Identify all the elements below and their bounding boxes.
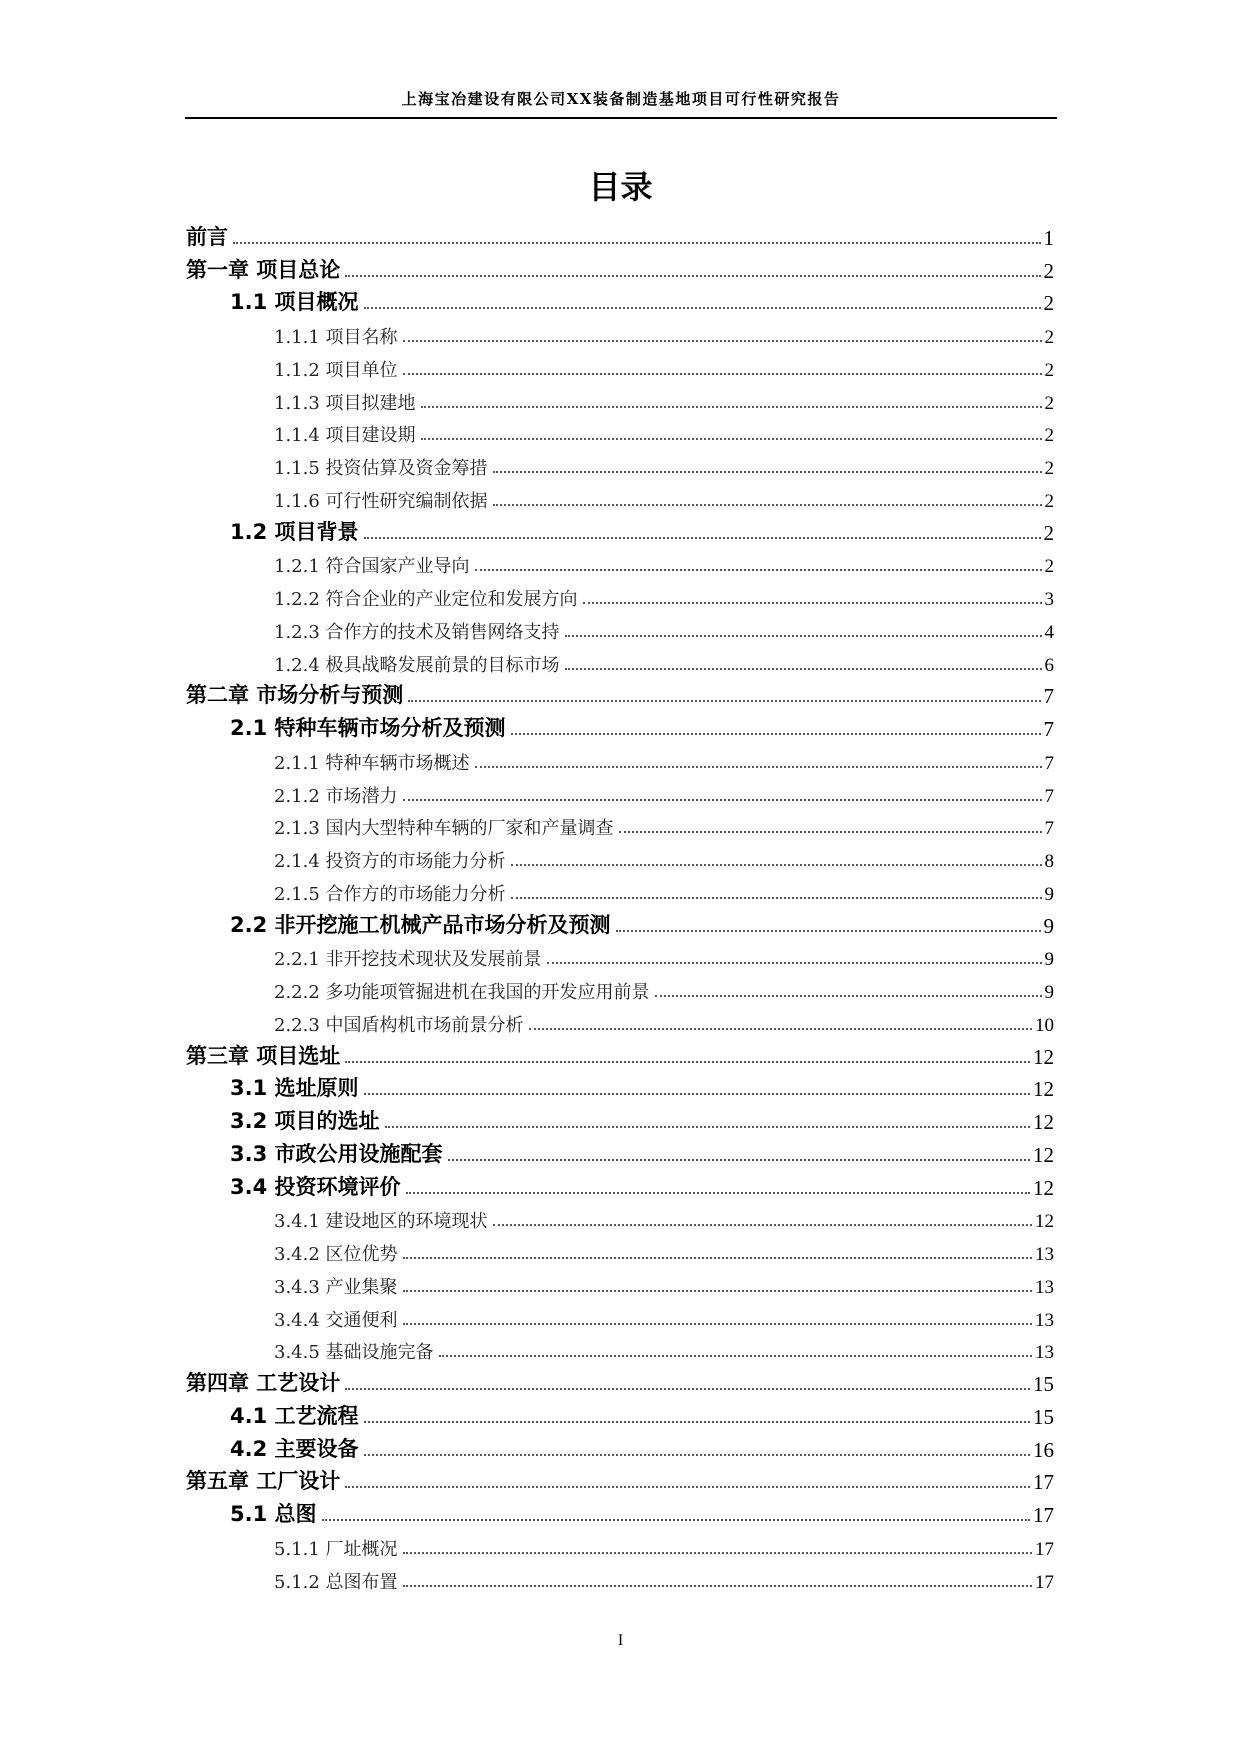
toc-entry-page: 7	[1044, 752, 1054, 774]
dot-leader	[345, 275, 1040, 277]
toc-entry-page: 4	[1044, 621, 1054, 643]
dot-leader	[616, 930, 1041, 932]
toc-entry-page: 15	[1033, 1372, 1054, 1396]
toc-entry[interactable]	[186, 349, 1054, 382]
header-divider	[185, 117, 1057, 119]
dot-leader	[529, 1028, 1032, 1030]
toc-entry-page: 7	[1044, 818, 1054, 840]
dot-leader	[439, 1355, 1032, 1357]
dot-leader	[406, 1192, 1030, 1194]
dot-leader	[493, 1224, 1032, 1226]
toc-entry[interactable]	[186, 808, 1054, 841]
toc-entry-label: 前言	[186, 224, 228, 249]
page-number: I	[617, 1632, 624, 1649]
toc-entry-page: 2	[1043, 520, 1054, 545]
dot-leader	[403, 373, 1042, 375]
toc-entry-label: 1.1.6 可行性研究编制依据	[274, 490, 488, 512]
toc-entry-page: 12	[1033, 1110, 1054, 1134]
toc-entry[interactable]	[186, 1299, 1054, 1332]
toc-entry-label: 1.1.4 项目建设期	[274, 425, 416, 447]
toc-entry-page: 7	[1044, 785, 1054, 807]
dot-leader	[364, 1454, 1030, 1456]
dot-leader	[408, 700, 1040, 702]
toc-entry-page: 16	[1033, 1437, 1054, 1462]
dot-leader	[511, 864, 1042, 866]
toc-entry-label: 1.1.1 项目名称	[274, 327, 398, 348]
dot-leader	[403, 1585, 1032, 1587]
dot-leader	[565, 635, 1042, 637]
toc-entry-label: 2.1.1 特种车辆市场概述	[274, 752, 470, 774]
dot-leader	[547, 962, 1042, 964]
toc-entry-page: 7	[1043, 717, 1054, 741]
toc-entry-page: 17	[1035, 1538, 1054, 1560]
toc-entry-page: 2	[1044, 327, 1054, 348]
toc-entry[interactable]	[186, 415, 1054, 448]
dot-leader	[511, 897, 1042, 899]
toc-entry-label: 3.2 项目的选址	[230, 1109, 380, 1133]
toc-entry-page: 9	[1044, 949, 1054, 971]
toc-entry-page: 2	[1044, 490, 1054, 512]
toc-entry-label: 3.4.3 产业集聚	[274, 1276, 398, 1298]
toc-entry-label: 3.3 市政公用设施配套	[230, 1141, 443, 1166]
toc-entry-page: 13	[1035, 1309, 1054, 1331]
toc-entry-label: 2.1.2 市场潜力	[274, 785, 398, 807]
toc-entry[interactable]	[186, 709, 1054, 742]
toc-entry[interactable]	[186, 1430, 1054, 1463]
toc-entry-page: 12	[1033, 1044, 1054, 1069]
toc-entry[interactable]	[186, 1561, 1054, 1594]
toc-entry-page: 15	[1033, 1404, 1054, 1429]
toc-entry-label: 第五章 工厂设计	[186, 1469, 341, 1494]
toc-entry-label: 3.4 投资环境评价	[230, 1174, 401, 1199]
toc-entry-label: 5.1 总图	[230, 1502, 317, 1526]
dot-leader	[345, 1061, 1030, 1063]
dot-leader	[403, 1257, 1032, 1259]
toc-entry[interactable]	[186, 1528, 1054, 1561]
dot-leader	[364, 537, 1041, 539]
toc-entry[interactable]	[186, 284, 1054, 317]
dot-leader	[493, 471, 1042, 473]
toc-entry[interactable]	[186, 906, 1054, 939]
toc-entry-page: 17	[1035, 1571, 1054, 1593]
toc-entry[interactable]	[186, 1070, 1054, 1103]
toc-entry-page: 6	[1044, 654, 1054, 676]
dot-leader	[403, 1323, 1032, 1325]
toc-entry[interactable]	[186, 1037, 1054, 1070]
toc-entry-label: 5.1.1 厂址概况	[274, 1538, 398, 1560]
toc-entry[interactable]	[186, 939, 1054, 972]
toc-entry-page: 8	[1044, 851, 1054, 872]
toc-entry-label: 1.2.2 符合企业的产业定位和发展方向	[274, 589, 578, 610]
toc-entry-page: 13	[1035, 1276, 1054, 1298]
dot-leader	[511, 733, 1041, 735]
toc-entry-label: 4.2 主要设备	[230, 1436, 359, 1461]
dot-leader	[403, 340, 1042, 342]
page-title: 目录	[588, 168, 653, 206]
dot-leader	[364, 1093, 1030, 1095]
toc-entry-label: 4.1 工艺流程	[230, 1403, 359, 1428]
toc-entry[interactable]	[186, 1266, 1054, 1299]
toc-entry[interactable]	[186, 873, 1054, 906]
toc-entry[interactable]	[186, 447, 1054, 480]
toc-entry-label: 2.1 特种车辆市场分析及预测	[230, 716, 506, 740]
toc-entry-label: 1.2 项目背景	[230, 519, 359, 544]
toc-entry-label: 3.4.1 建设地区的环境现状	[274, 1211, 488, 1233]
toc-entry-label: 第四章 工艺设计	[186, 1371, 341, 1395]
toc-entry-page: 13	[1035, 1244, 1054, 1265]
toc-entry[interactable]	[186, 1135, 1054, 1168]
dot-leader	[421, 438, 1042, 440]
toc-entry-page: 2	[1043, 291, 1054, 316]
toc-entry-label: 2.2.1 非开挖技术现状及发展前景	[274, 949, 542, 971]
toc-entry[interactable]	[186, 546, 1054, 579]
toc-entry[interactable]	[186, 1364, 1054, 1397]
toc-entry-label: 1.1.2 项目单位	[274, 359, 398, 381]
dot-leader	[364, 1421, 1030, 1423]
dot-leader	[385, 1126, 1030, 1128]
dot-leader	[475, 569, 1042, 571]
dot-leader	[493, 504, 1042, 506]
toc-entry-page: 1	[1043, 225, 1054, 250]
toc-entry-page: 7	[1043, 684, 1054, 709]
toc-entry[interactable]	[186, 1332, 1054, 1365]
toc-entry[interactable]	[186, 644, 1054, 677]
toc-entry[interactable]	[186, 611, 1054, 644]
toc-entry[interactable]	[186, 382, 1054, 415]
toc-entry-label: 3.4.5 基础设施完备	[274, 1342, 434, 1364]
toc-entry[interactable]	[186, 480, 1054, 513]
toc-entry-page: 9	[1044, 982, 1054, 1003]
toc-entry-page: 13	[1035, 1342, 1054, 1364]
dot-leader	[421, 406, 1042, 408]
toc-entry-label: 3.4.4 交通便利	[274, 1309, 398, 1331]
dot-leader	[403, 1290, 1032, 1292]
toc-entry[interactable]	[186, 677, 1054, 710]
toc-entry-label: 1.2.3 合作方的技术及销售网络支持	[274, 621, 560, 643]
toc-entry-page: 3	[1044, 589, 1054, 610]
dot-leader	[448, 1159, 1030, 1161]
toc-entry[interactable]	[186, 1233, 1054, 1266]
toc-entry-page: 12	[1035, 1211, 1054, 1233]
toc-entry-label: 1.1 项目概况	[230, 290, 359, 315]
toc-entry[interactable]	[186, 1168, 1054, 1201]
toc-entry[interactable]	[186, 251, 1054, 284]
toc-entry[interactable]	[186, 742, 1054, 775]
toc-entry-label: 3.4.2 区位优势	[274, 1244, 398, 1265]
dot-leader	[345, 1388, 1030, 1390]
toc-entry-label: 1.2.1 符合国家产业导向	[274, 556, 470, 578]
toc-entry-page: 17	[1033, 1503, 1054, 1527]
toc-entry-label: 2.1.3 国内大型特种车辆的厂家和产量调查	[274, 818, 614, 840]
toc-entry-page: 2	[1044, 556, 1054, 578]
toc-entry-page: 2	[1043, 258, 1054, 283]
dot-leader	[403, 1552, 1032, 1554]
toc-entry-label: 1.1.3 项目拟建地	[274, 392, 416, 414]
dot-leader	[565, 668, 1042, 670]
toc-entry-label: 2.2 非开挖施工机械产品市场分析及预测	[230, 912, 611, 937]
toc-entry[interactable]	[186, 1102, 1054, 1135]
toc-entry-label: 2.1.5 合作方的市场能力分析	[274, 883, 506, 905]
dot-leader	[322, 1519, 1030, 1521]
toc-entry-page: 17	[1033, 1470, 1054, 1495]
toc-entry-label: 1.2.4 极具战略发展前景的目标市场	[274, 654, 560, 676]
toc-entry[interactable]	[186, 513, 1054, 546]
dot-leader	[403, 799, 1042, 801]
toc-entry[interactable]	[186, 316, 1054, 349]
toc-entry[interactable]	[186, 1004, 1054, 1037]
dot-leader	[619, 831, 1042, 833]
toc-entry[interactable]	[186, 218, 1054, 251]
toc-entry-label: 2.2.3 中国盾构机市场前景分析	[274, 1014, 524, 1036]
toc-entry-label: 第一章 项目总论	[186, 257, 341, 282]
toc-entry-page: 9	[1043, 913, 1054, 938]
dot-leader	[655, 995, 1042, 997]
toc-entry[interactable]	[186, 840, 1054, 873]
toc-entry[interactable]	[186, 1397, 1054, 1430]
toc-entry-label: 第二章 市场分析与预测	[186, 683, 404, 708]
dot-leader	[475, 766, 1042, 768]
toc-entry[interactable]	[186, 1201, 1054, 1234]
toc-entry[interactable]	[186, 971, 1054, 1004]
toc-entry-label: 第三章 项目选址	[186, 1043, 341, 1068]
toc-entry-label: 1.1.5 投资估算及资金筹措	[274, 458, 488, 479]
toc-entry-page: 12	[1033, 1142, 1054, 1167]
dot-leader	[583, 602, 1042, 604]
toc-entry[interactable]	[186, 1495, 1054, 1528]
toc-entry-label: 5.1.2 总图布置	[274, 1571, 398, 1593]
toc-entry[interactable]	[186, 775, 1054, 808]
toc-entry-page: 12	[1033, 1077, 1054, 1102]
toc-entry-page: 2	[1044, 425, 1054, 447]
toc-entry[interactable]	[186, 578, 1054, 611]
running-header: 上海宝冶建设有限公司XX装备制造基地项目可行性研究报告	[401, 90, 841, 108]
dot-leader	[345, 1486, 1030, 1488]
toc-entry-label: 3.1 选址原则	[230, 1076, 359, 1101]
toc-entry-page: 9	[1044, 883, 1054, 905]
toc-entry[interactable]	[186, 1463, 1054, 1496]
toc-entry-page: 2	[1044, 392, 1054, 414]
dot-leader	[364, 307, 1041, 309]
toc-entry-page: 2	[1044, 359, 1054, 381]
dot-leader	[233, 242, 1041, 244]
toc-entry-label: 2.2.2 多功能项管掘进机在我国的开发应用前景	[274, 982, 650, 1003]
table-of-contents	[186, 218, 1054, 1594]
toc-entry-page: 2	[1044, 458, 1054, 479]
toc-entry-page: 10	[1035, 1014, 1054, 1036]
toc-entry-page: 12	[1033, 1175, 1054, 1200]
toc-entry-label: 2.1.4 投资方的市场能力分析	[274, 851, 506, 872]
